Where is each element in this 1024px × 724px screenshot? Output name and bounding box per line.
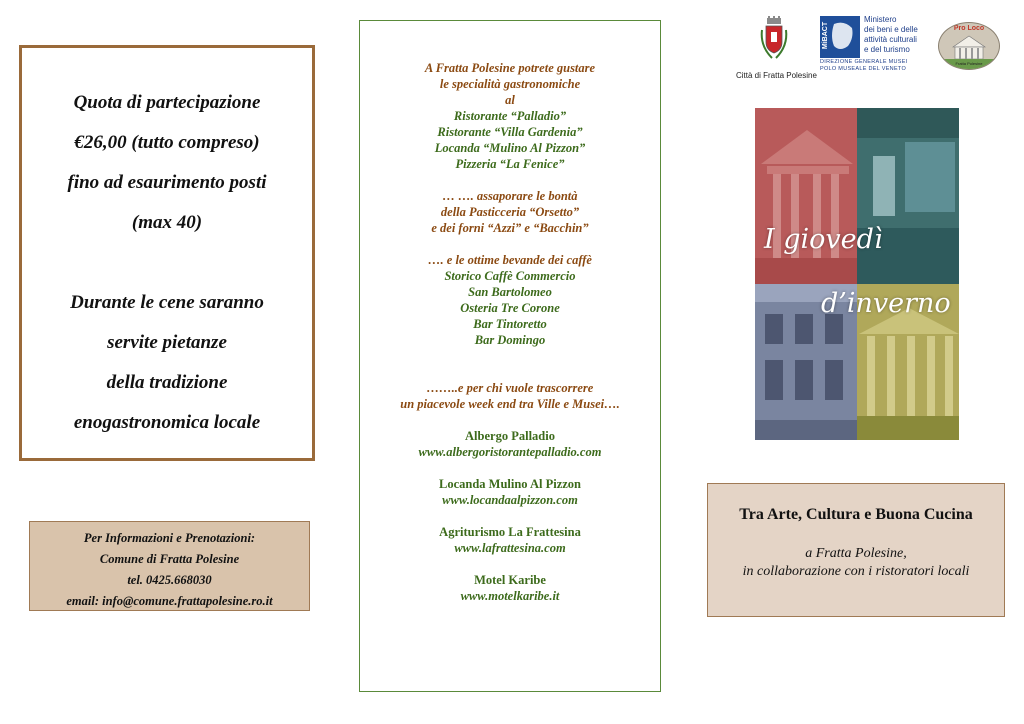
restaurant-item: Ristorante “Villa Gardenia” <box>437 125 583 139</box>
pastry-line: e dei forni “Azzi” e “Bacchin” <box>431 221 589 235</box>
quota-line: €26,00 (tutto compreso) <box>74 132 260 153</box>
stay-intro-line: un piacevole week end tra Ville e Musei…. <box>400 397 620 411</box>
lodging-url[interactable]: www.lafrattesina.com <box>454 541 566 555</box>
cene-line: della tradizione <box>106 372 228 393</box>
lodging-name: Agriturismo La Frattesina <box>439 525 581 539</box>
info-title: Per Informazioni e Prenotazioni: <box>83 531 256 545</box>
direzione-line: DIREZIONE GENERALE MUSEI <box>820 59 908 65</box>
ministero-line: dei beni e delle <box>864 25 918 34</box>
villa-museum-collage <box>755 108 959 440</box>
intro-line: al <box>505 93 515 107</box>
lodging-url[interactable]: www.albergoristorantepalladio.com <box>418 445 602 459</box>
quota-line: (max 40) <box>131 212 203 233</box>
cafe-item: San Bartolomeo <box>468 285 552 299</box>
quota-line: Quota di partecipazione <box>73 92 261 113</box>
stay-intro-line: ……..e per chi vuole trascorrere <box>426 381 594 395</box>
cafe-item: Storico Caffè Commercio <box>444 269 576 283</box>
direzione-line: POLO MUSEALE DEL VENETO <box>820 65 907 72</box>
cene-line: servite pietanze <box>107 332 227 353</box>
ministero-line: Ministero <box>864 15 897 24</box>
proloco-subtitle: Fratta Polesine <box>955 61 983 66</box>
intro-line: le specialità gastronomiche <box>439 77 581 91</box>
ministero-line: attività culturali <box>864 35 917 44</box>
info-phone[interactable]: tel. 0425.668030 <box>127 573 212 587</box>
lodging-name: Motel Karibe <box>474 573 546 587</box>
restaurant-item: Pizzeria “La Fenice” <box>455 157 565 171</box>
ministero-text <box>864 15 918 55</box>
arte-subtitle-2: in collaborazione con i ristoratori locali <box>742 564 970 579</box>
arte-subtitle-1: a Fratta Polesine, <box>805 546 907 561</box>
lodging-name: Locanda Mulino Al Pizzon <box>438 477 582 491</box>
pastry-line: … …. assaporare le bontà <box>442 189 578 203</box>
mibact-logo <box>820 16 860 58</box>
city-crest-logo <box>758 16 790 64</box>
info-org: Comune di Fratta Polesine <box>99 552 240 566</box>
restaurant-item: Ristorante “Palladio” <box>453 109 567 123</box>
cafe-item: Osteria Tre Corone <box>460 301 560 315</box>
intro-line: A Fratta Polesine potrete gustare <box>424 61 596 75</box>
lodging-name: Albergo Palladio <box>465 429 555 443</box>
city-caption: Città di Fratta Polesine <box>736 71 817 80</box>
proloco-label: Pro Loco <box>953 25 985 32</box>
proloco-logo <box>938 22 1000 70</box>
cafe-item: Bar Domingo <box>474 333 546 347</box>
gastronomy-panel <box>359 20 661 692</box>
cafe-intro: …. e le ottime bevande dei caffè <box>428 253 592 267</box>
cafe-item: Bar Tintoretto <box>473 317 547 331</box>
lodging-url[interactable]: www.locandaalpizzon.com <box>442 493 578 507</box>
cene-line: Durante le cene saranno <box>70 292 264 313</box>
restaurant-item: Locanda “Mulino Al Pizzon” <box>434 141 586 155</box>
info-box <box>29 521 310 611</box>
ministero-line: e del turismo <box>864 45 910 54</box>
lodging-url[interactable]: www.motelkaribe.it <box>460 589 560 603</box>
direzione-text <box>820 59 908 72</box>
cene-line: enogastronomica locale <box>73 412 261 433</box>
title-line-2: d’inverno <box>821 288 951 319</box>
arte-title: Tra Arte, Cultura e Buona Cucina <box>739 506 973 523</box>
info-email[interactable]: email: info@comune.frattapolesine.ro.it <box>66 594 273 608</box>
arte-cultura-box <box>707 483 1005 617</box>
title-line-1: I giovedì <box>764 224 883 255</box>
quota-box <box>19 45 315 461</box>
mibact-label: MiBACT <box>822 21 830 50</box>
pastry-line: della Pasticceria “Orsetto” <box>440 205 580 219</box>
quota-line: fino ad esaurimento posti <box>67 172 267 193</box>
